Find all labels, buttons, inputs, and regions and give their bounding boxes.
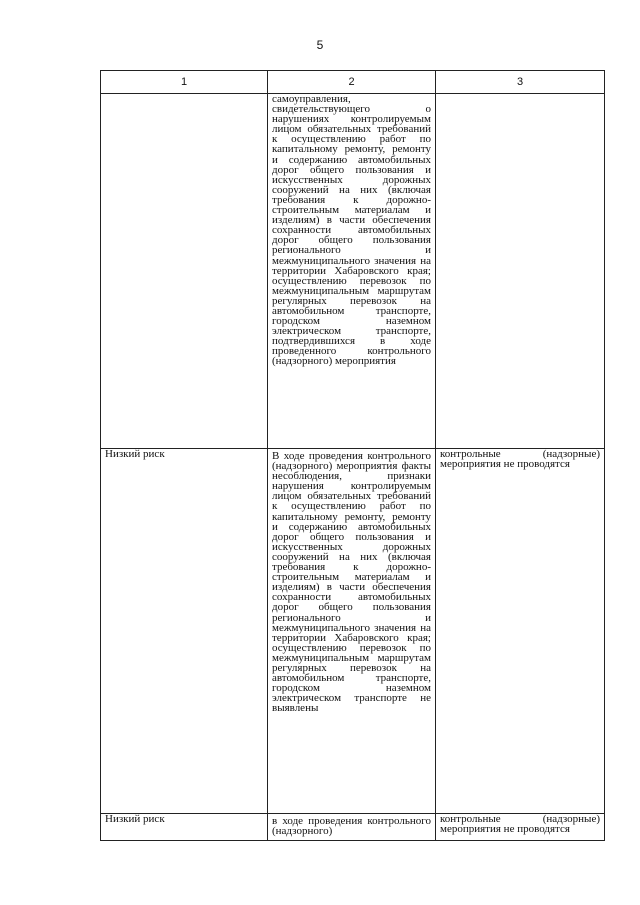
column-header-1: 1 (101, 71, 268, 94)
measures-cell (436, 94, 605, 449)
criteria-cell: В ходе проведения контрольного (надзорного) мероприятия факты несоблюдения, признаки нарушения контролируемым лицом обязательных требований к осуществлению работ по капитальному ремонту, ремонту и содержанию автомобильных дорог общего пользования и искусственных дорожных сооружений на них (включая требования к дорожно-строительным материалам и изделиям) в части обеспечения сохранности автомобильных дорог общего пользования регионального и межмуниципального значения на территории Хабаровского края; осуществлению перевозок по межмуниципальным маршрутам регулярных перевозок на автомобильном транспорте, городском наземном электрическом транспорте не выявлены (268, 449, 436, 814)
risk-category-cell: Низкий риск (101, 814, 268, 841)
column-header-3: 3 (436, 71, 605, 94)
risk-category-cell: Низкий риск (101, 449, 268, 814)
table-row (101, 814, 605, 841)
criteria-cell: в ходе проведения контрольного (надзорного) (268, 814, 436, 841)
table-row (101, 449, 605, 814)
risk-criteria-table (100, 70, 605, 841)
measures-cell: контрольные (надзорные) мероприятия не проводятся (436, 814, 605, 841)
risk-category-cell (101, 94, 268, 449)
column-header-2: 2 (268, 71, 436, 94)
table-row (101, 94, 605, 449)
criteria-cell: самоуправления, свидетельствующего о нарушениях контролируемым лицом обязательных требований к осуществлению работ по капитальному ремонту, ремонту и содержанию автомобильных дорог общего пользования и искусственных дорожных сооружений на них (включая требования к дорожно-строительным материалам и изделиям) в части обеспечения сохранности автомобильных дорог общего пользования регионального и межмуниципального значения на территории Хабаровского края; осуществлению перевозок по межмуниципальным маршрутам регулярных перевозок на автомобильном транспорте, городском наземном электрическом транспорте, подтвердившихся в ходе проведенного контрольного (надзорного) мероприятия (268, 94, 436, 449)
measures-cell: контрольные (надзорные) мероприятия не проводятся (436, 449, 605, 814)
table-header-row (101, 71, 605, 94)
page-number: 5 (316, 38, 324, 52)
